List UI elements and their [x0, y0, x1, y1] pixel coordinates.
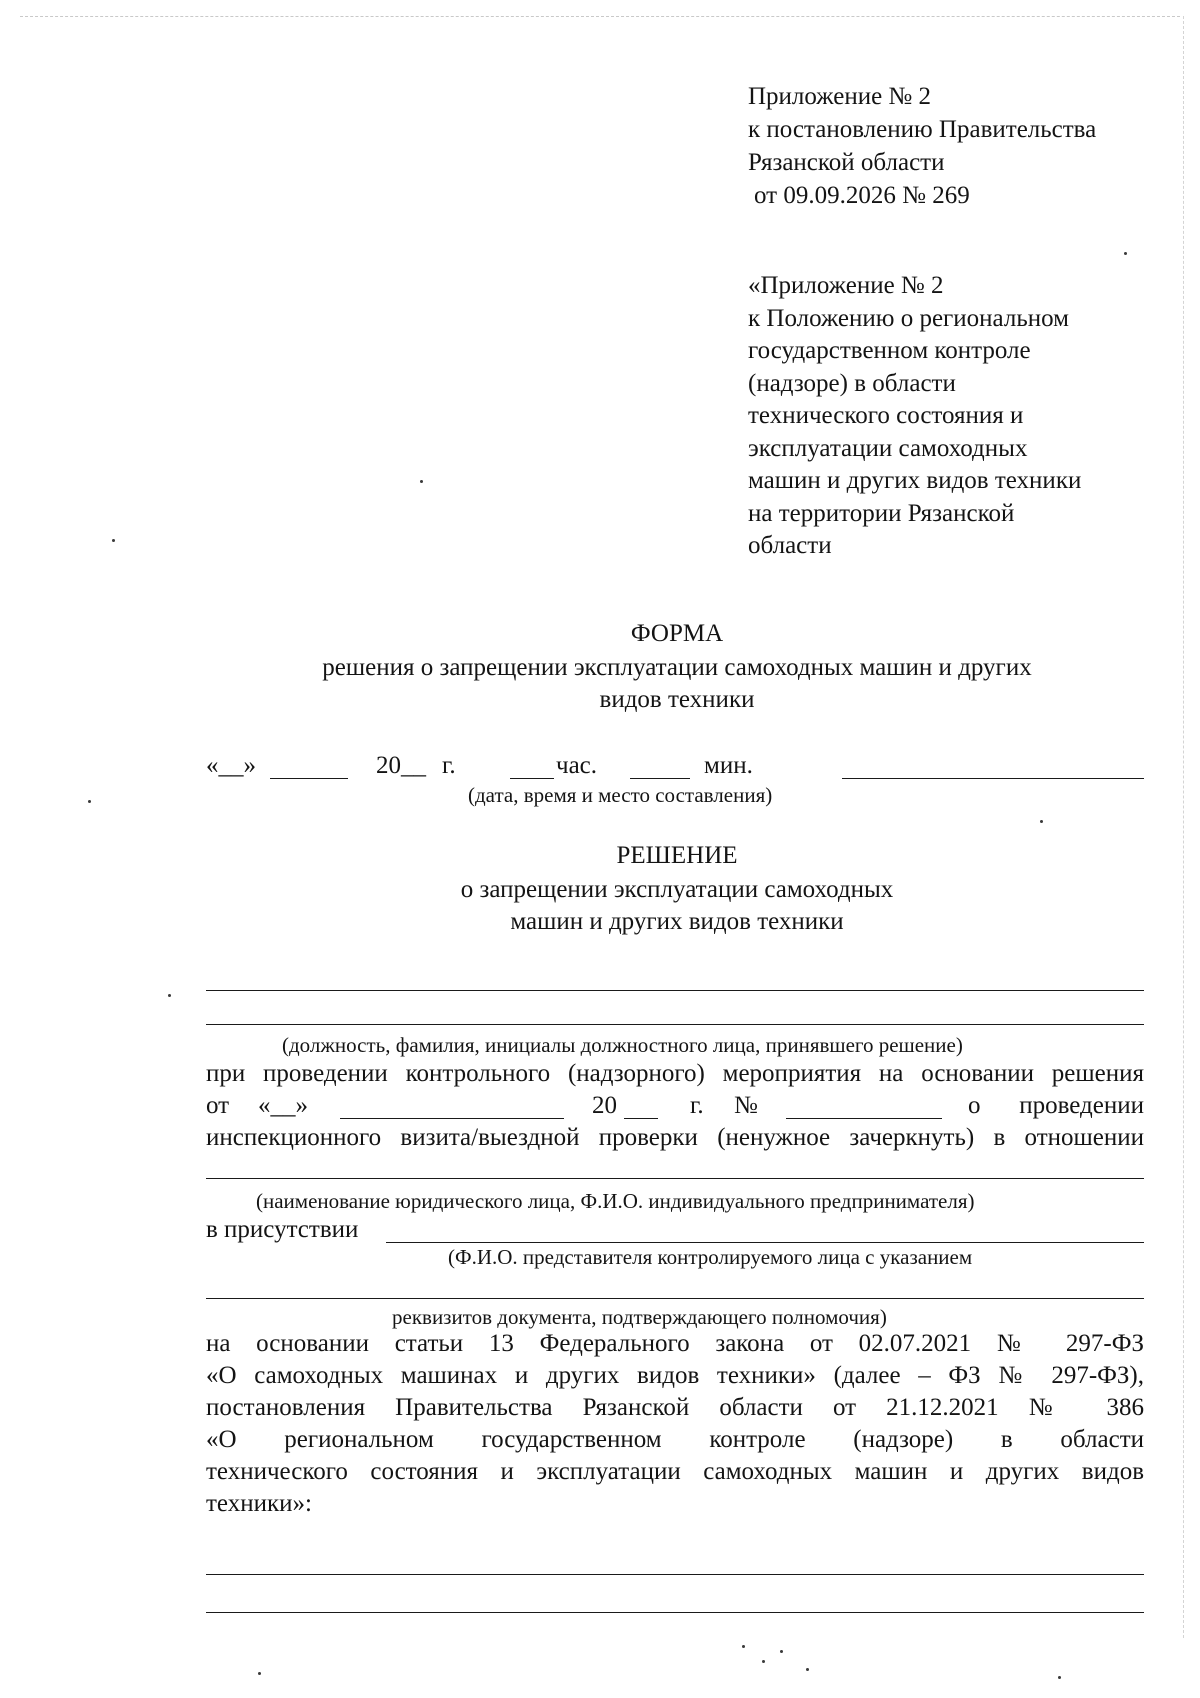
findings-blank-line-1[interactable] — [206, 1574, 1144, 1575]
inspection-from-label: от — [206, 1092, 230, 1119]
inspection-about-text: о проведении — [968, 1092, 1144, 1119]
appendix-line: «Приложение № 2 — [748, 272, 944, 299]
official-caption: (должность, фамилия, инициалы должностного лица, принявшего решение) — [282, 1033, 963, 1057]
appendix-line: государственном контроле — [748, 337, 1031, 364]
date-year-field[interactable]: 20__ — [376, 752, 426, 779]
date-place-caption: (дата, время и место составления) — [468, 783, 773, 807]
hour-label: час. — [556, 752, 598, 779]
basis-text: на основании статьи 13 Федерального закона от 02.07.2021 № 297-ФЗ — [206, 1330, 1144, 1357]
inspection-year-blank[interactable] — [624, 1118, 658, 1119]
scan-speck — [742, 1645, 745, 1648]
inspection-year-suffix: г. — [690, 1092, 704, 1119]
form-subtitle-line: видов техники — [599, 686, 755, 713]
basis-text: технического состояния и эксплуатации самоходных машин и других видов — [206, 1458, 1144, 1485]
scan-speck — [258, 1672, 261, 1675]
date-year-suffix: г. — [442, 752, 456, 779]
entity-caption: (наименование юридического лица, Ф.И.О. индивидуального предпринимателя) — [256, 1189, 975, 1213]
place-blank[interactable] — [842, 778, 1144, 779]
appendix-header-resolution — [748, 80, 1096, 212]
basis-line — [206, 1456, 1144, 1488]
scan-speck — [1058, 1676, 1061, 1679]
scan-speck — [88, 800, 91, 803]
official-blank-line-2[interactable] — [206, 1024, 1144, 1025]
basis-line — [206, 1360, 1144, 1392]
inspection-number-blank[interactable] — [786, 1118, 942, 1119]
date-month-blank[interactable] — [270, 778, 348, 779]
appendix-line: Рязанской области — [748, 149, 945, 176]
appendix-line: машин и других видов техники — [748, 467, 1082, 494]
scan-speck — [806, 1668, 809, 1671]
minute-label: мин. — [704, 752, 753, 779]
inspection-text: при проведении контрольного (надзорного) мероприятия на основании решения — [206, 1060, 1144, 1087]
basis-text: техники»: — [206, 1490, 312, 1517]
basis-line — [206, 1488, 1144, 1520]
appendix-line: к постановлению Правительства — [748, 116, 1097, 143]
appendix-line: технического состояния и — [748, 402, 1024, 429]
presence-label: в присутствии — [206, 1216, 359, 1243]
appendix-line: на территории Рязанской — [748, 499, 1015, 527]
inspection-year-field: 20 — [592, 1092, 617, 1119]
form-title: ФОРМА — [630, 620, 724, 647]
hour-blank[interactable] — [510, 778, 554, 779]
inspection-month-blank[interactable] — [340, 1118, 564, 1119]
scan-speck — [1040, 820, 1043, 823]
appendix-line: Приложение № 2 — [748, 83, 932, 110]
representative-blank-line[interactable] — [206, 1298, 1144, 1299]
appendix-header-regulation — [748, 270, 1081, 563]
scan-edge-right — [1183, 16, 1184, 1638]
scan-speck — [762, 1660, 765, 1663]
decision-title: РЕШЕНИЕ — [616, 842, 738, 869]
appendix-line: области — [748, 532, 832, 559]
basis-text: «О самоходных машинах и других видов техники» (далее – ФЗ № 297-ФЗ), — [206, 1362, 1144, 1389]
appendix-line: к Положению о региональном — [748, 304, 1069, 332]
inspection-line — [206, 1058, 1144, 1090]
minute-blank[interactable] — [630, 778, 690, 779]
presence-caption-line: реквизитов документа, подтверждающего полномочия) — [392, 1305, 887, 1329]
scan-speck — [112, 539, 115, 542]
scan-edge-top — [20, 16, 1180, 17]
findings-blank-line-2[interactable] — [206, 1612, 1144, 1613]
inspection-day-field[interactable]: «__» — [258, 1092, 308, 1119]
entity-blank-line[interactable] — [206, 1178, 1144, 1179]
form-subtitle-line: решения о запрещении эксплуатации самоходных машин и других — [322, 654, 1032, 681]
scan-speck — [1124, 252, 1127, 255]
inspection-line — [206, 1122, 1144, 1154]
basis-text: «О региональном государственном контроле (надзоре) в области — [206, 1426, 1144, 1453]
official-blank-line-1[interactable] — [206, 990, 1144, 991]
decision-subtitle-line: о запрещении эксплуатации самоходных — [460, 876, 894, 903]
decision-subtitle-line: машин и других видов техники — [510, 908, 844, 935]
presence-blank-line[interactable] — [386, 1242, 1144, 1243]
basis-line — [206, 1328, 1144, 1360]
basis-line — [206, 1424, 1144, 1456]
basis-line — [206, 1392, 1144, 1424]
appendix-line: от 09.09.2026 № 269 — [754, 182, 970, 209]
inspection-text: инспекционного визита/выездной проверки (ненужное зачеркнуть) в отношении — [206, 1124, 1144, 1151]
basis-text: постановления Правительства Рязанской области от 21.12.2021 № 386 — [206, 1394, 1144, 1421]
appendix-line: эксплуатации самоходных — [748, 434, 1028, 462]
inspection-number-label: № — [734, 1092, 758, 1119]
date-day-field[interactable]: «__» — [206, 752, 256, 779]
scan-speck — [780, 1650, 783, 1653]
appendix-line: (надзоре) в области — [748, 369, 956, 397]
presence-caption-line: (Ф.И.О. представителя контролируемого лица с указанием — [448, 1245, 973, 1269]
scan-speck — [168, 994, 171, 997]
scan-speck — [420, 480, 423, 483]
